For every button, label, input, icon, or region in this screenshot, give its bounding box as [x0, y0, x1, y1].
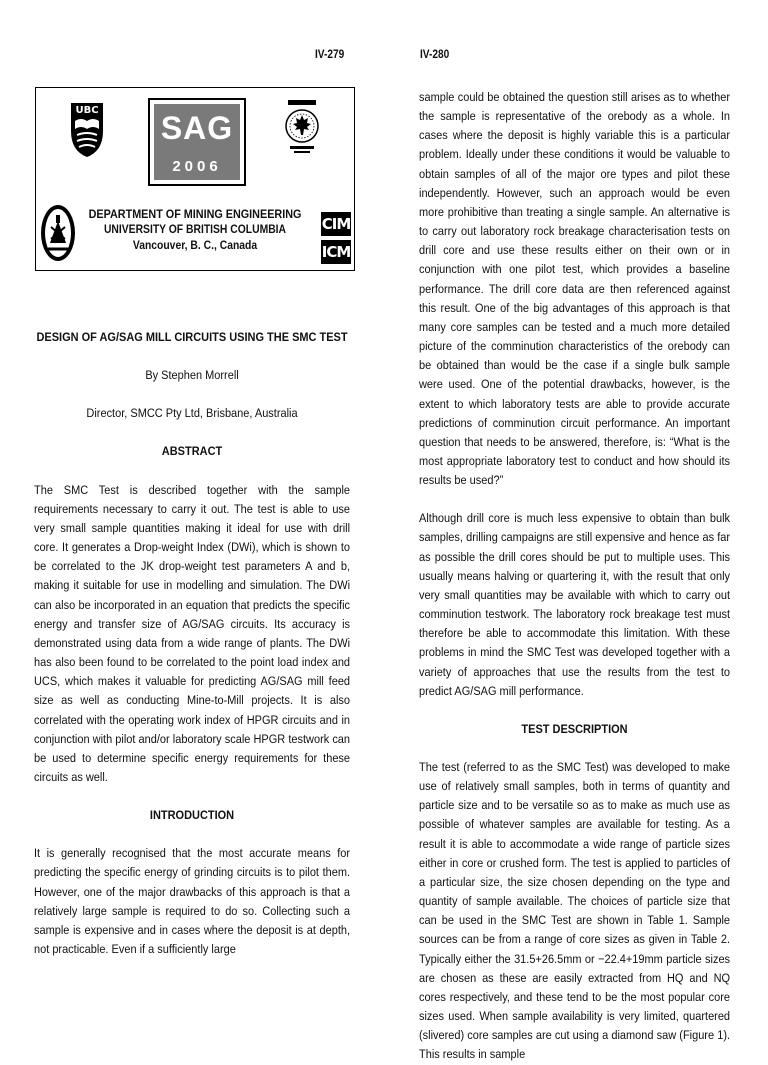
- sag-title: SAG: [160, 110, 234, 146]
- introduction-heading: INTRODUCTION: [149, 808, 235, 823]
- cim-icm-logo: [321, 212, 351, 264]
- mining-department-crest-icon: [40, 203, 76, 263]
- maple-leaf-seal-icon: [282, 98, 322, 156]
- introduction-paragraph-1: It is generally recognised that the most accurate means for predicting the specific energy of grinding circuits is to pilot them. However, one of the major drawbacks of this approach is that a relatively large sample is required to do so. Collecting such a sample is expensive and in cases where the deposit is at depth, not practicable. Even if a sufficiently large: [34, 846, 351, 957]
- svg-text:UBC: UBC: [75, 105, 99, 116]
- page-number-right: IV-280: [420, 49, 450, 61]
- icm-text: ICM: [321, 240, 351, 264]
- university-name: UNIVERSITY OF BRITISH COLUMBIA: [103, 224, 287, 236]
- author: By Stephen Morrell: [145, 368, 239, 383]
- paper-title: DESIGN OF AG/SAG MILL CIRCUITS USING THE SMC TEST: [36, 330, 348, 344]
- sag-year: 2006: [172, 158, 222, 175]
- abstract-text: The SMC Test is described together with the sample requirements necessary to carry it out. The test is able to use very small sample quantities making it ideal for use with drill core. It generates a Drop-weight Index (DWi), which is shown to be correlated to the JK drop-weight test parameters A and b, making it suitable for use in modelling and simulation. The DWi can also be incorporated in an equation that predicts the specific energy and transfer size of AG/SAG circuits. Its accuracy is demonstrated using data from a wide range of plants. The DWi has also been found to be correlated to the point load index and UCS, which makes it valuable for predicting AG/SAG mill feed size as well as conducting Mine-to-Mill projects. It is also correlated with the operating work index of HPGR circuits and in conjunction with pilot and/or laboratory scale HPGR testwork can be used to determine specific energy requirements for these circuits as well.: [34, 482, 351, 784]
- university-location: Vancouver, B. C., Canada: [132, 240, 258, 252]
- department-name: DEPARTMENT OF MINING ENGINEERING: [88, 207, 302, 221]
- conference-header: [35, 87, 355, 271]
- department-block: [76, 206, 314, 254]
- test-description-paragraph: The test (referred to as the SMC Test) was developed to make use of relatively small samples, both in terms of quantity and particle size and to be versatile so as to make as much use as possible of whatever samples are available for testing. As a result it is able to accommodate a wide range of particle sizes either in core or crushed form. The test is applied to particles of a particular size, the size chosen depending on the type and quantity of sample available. The choices of particle size that can be used in the SMC Test are shown in Table 1. Sample sources can be from a range of core sizes as given in Table 2. Typically either the 31.5+26.5mm or −22.4+19mm particle sizes are chosen as these are easily extracted from HQ and NQ cores respectively, and these tend to be the most popular core sizes used. When sample availability is very limited, quartered (slivered) core samples are cut using a diamond saw (Figure 1). This results in sample: [419, 760, 731, 1062]
- affiliation: Director, SMCC Pty Ltd, Brisbane, Australia: [86, 406, 298, 421]
- ubc-crest-icon: [69, 101, 105, 159]
- introduction-paragraph-1-continued: sample could be obtained the question still arises as to whether the sample is representative of the orebody as a whole. In cases where the deposit is highly variable this is a particular problem. Ideally under these conditions it would be valuable to obtain samples of all of the major ore types and pilot these independently. However, such an approach would be even more prohibitive than treating a single sample. An alternative is to carry out laboratory rock breakage characterisation tests on drill core and use these results either on their own or in conjunction with one pilot test, which provides a baseline performance. The drill core data are then referenced against this result. One of the big advantages of this approach is that many core samples can be tested and a much more detailed picture of the comminution characteristics of the orebody can be obtained than would be the case if a single bulk sample were used. One of the potential drawbacks, however, is the extent to which laboratory tests are able to provide accurate predictions of comminution circuit performance. An important question that needs to be answered, therefore, is: “What is the most appropriate laboratory test to conduct and how should its results be used?”: [419, 90, 731, 488]
- test-description-heading: TEST DESCRIPTION: [521, 721, 628, 736]
- page-number-left: IV-279: [315, 49, 345, 61]
- introduction-paragraph-2: Although drill core is much less expensive to obtain than bulk samples, drilling campaigns are still expensive and hence as far as possible the drill cores should be put to multiple uses. This usually means halving or quartering it, with the result that only very small quantities may be available with which to carry out comminution testwork. The laboratory rock breakage test must therefore be able to accommodate this limitation. With these problems in mind the SMC Test was developed together with a variety of approaches that use the results from the test to predict AG/SAG mill performance.: [419, 511, 731, 698]
- sag-2006-logo: [148, 98, 246, 186]
- abstract-heading: ABSTRACT: [161, 444, 223, 459]
- right-column: [419, 88, 730, 1065]
- cim-text: CIM: [321, 212, 351, 236]
- left-column: [34, 328, 350, 959]
